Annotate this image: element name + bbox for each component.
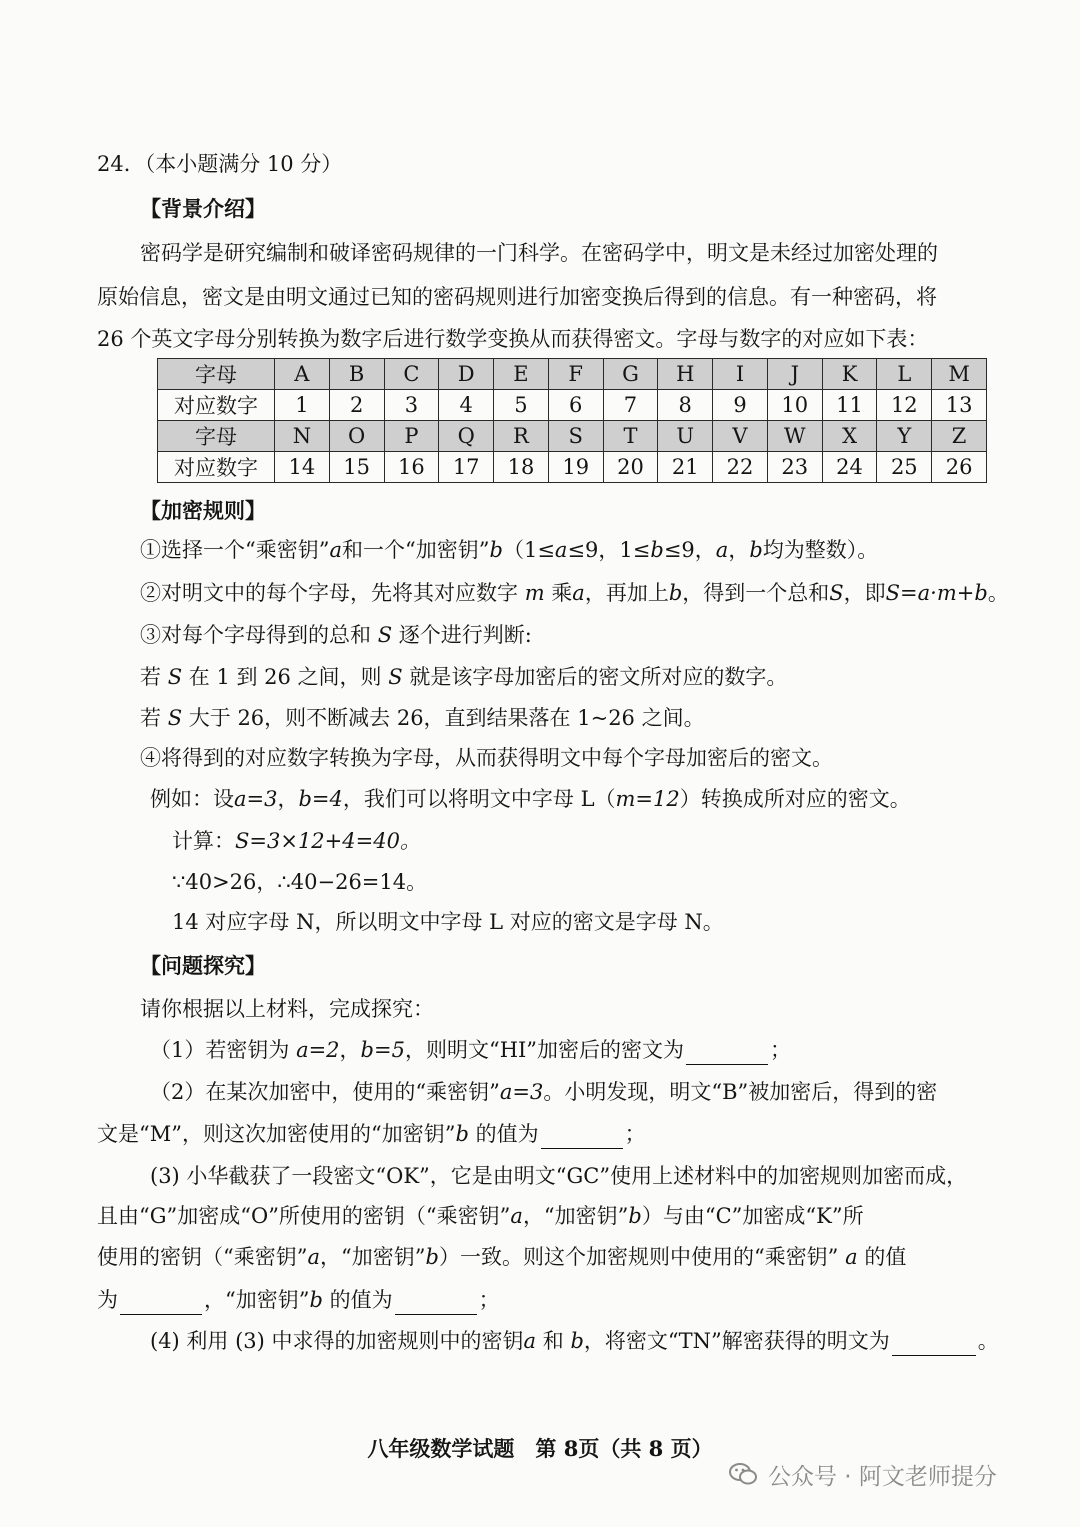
background-line-2: 原始信息，密文是由明文通过已知的密码规则进行加密变换后得到的信息。有一种密码，将 xyxy=(97,285,937,309)
letter-cell: E xyxy=(494,359,549,390)
letter-cell: B xyxy=(329,359,384,390)
question-4: (4) 利用 (3) 中求得的加密规则中的密钥a 和 b，将密文“TN”解密获得的明文为 。 xyxy=(150,1326,999,1356)
number-cell: 19 xyxy=(548,452,603,483)
letter-cell: Z xyxy=(932,421,987,452)
table-row xyxy=(158,390,987,421)
letter-cell: Q xyxy=(439,421,494,452)
question-3-line-4: 为 ，“加密钥”b 的值为 ； xyxy=(97,1285,500,1315)
question-2-line-2: 文是“M”，则这次加密使用的“加密钥”b 的值为 ； xyxy=(97,1119,646,1149)
number-cell: 25 xyxy=(877,452,932,483)
number-cell: 10 xyxy=(767,390,822,421)
number-cell: 24 xyxy=(822,452,877,483)
watermark-text: 公众号 · 阿文老师提分 xyxy=(768,1463,997,1490)
letter-cell: M xyxy=(932,359,987,390)
letter-cell: T xyxy=(603,421,658,452)
watermark xyxy=(728,1456,997,1492)
letter-cell: G xyxy=(603,359,658,390)
letter-cell: H xyxy=(658,359,713,390)
letter-cell: S xyxy=(548,421,603,452)
number-cell: 3 xyxy=(384,390,439,421)
table-row xyxy=(158,359,987,390)
letter-cell: V xyxy=(713,421,768,452)
row-header: 对应数字 xyxy=(158,452,275,483)
number-cell: 16 xyxy=(384,452,439,483)
letter-cell: R xyxy=(494,421,549,452)
letter-cell: C xyxy=(384,359,439,390)
example-calc: 计算：S=3×12+4=40。 xyxy=(172,829,421,853)
letter-cell: I xyxy=(713,359,768,390)
example-line: 例如：设a=3，b=4，我们可以将明文中字母 L（m=12）转换成所对应的密文。 xyxy=(150,787,911,811)
number-cell: 1 xyxy=(275,390,330,421)
answer-blank-q2[interactable] xyxy=(541,1126,623,1149)
section-title-explore: 【问题探究】 xyxy=(140,953,266,978)
number-cell: 11 xyxy=(822,390,877,421)
number-cell: 23 xyxy=(767,452,822,483)
number-cell: 13 xyxy=(932,390,987,421)
table-row xyxy=(158,421,987,452)
row-header: 字母 xyxy=(158,359,275,390)
letter-cell: W xyxy=(767,421,822,452)
number-cell: 22 xyxy=(713,452,768,483)
table-row xyxy=(158,452,987,483)
explore-intro: 请你根据以上材料，完成探究： xyxy=(140,997,434,1021)
number-cell: 7 xyxy=(603,390,658,421)
rule-3: ③对每个字母得到的总和 S 逐个进行判断: xyxy=(140,623,532,647)
background-line-1: 密码学是研究编制和破译密码规律的一门科学。在密码学中，明文是未经过加密处理的 xyxy=(140,241,938,265)
answer-blank-q3-a[interactable] xyxy=(120,1292,202,1315)
letter-cell: D xyxy=(439,359,494,390)
rule-3-case-1: 若 S 在 1 到 26 之间，则 S 就是该字母加密后的密文所对应的数字。 xyxy=(140,665,788,689)
letter-cell: P xyxy=(384,421,439,452)
row-header: 对应数字 xyxy=(158,390,275,421)
letter-cell: K xyxy=(822,359,877,390)
rule-3-case-2: 若 S 大于 26，则不断减去 26，直到结果落在 1~26 之间。 xyxy=(140,706,705,730)
letter-cell: Y xyxy=(877,421,932,452)
rule-4: ④将得到的对应数字转换为字母，从而获得明文中每个字母加密后的密文。 xyxy=(140,746,833,770)
letter-cell: X xyxy=(822,421,877,452)
number-cell: 2 xyxy=(329,390,384,421)
question-header: 24．（本小题满分 10 分） xyxy=(97,152,343,176)
example-result: 14 对应字母 N，所以明文中字母 L 对应的密文是字母 N。 xyxy=(172,910,724,934)
number-cell: 21 xyxy=(658,452,713,483)
question-3-line-3: 使用的密钥（“乘密钥”a，“加密钥”b）一致。则这个加密规则中使用的“乘密钥” a 的值 xyxy=(97,1245,907,1269)
question-1: （1）若密钥为 a=2，b=5，则明文“HI”加密后的密文为 ； xyxy=(150,1035,791,1065)
row-header: 字母 xyxy=(158,421,275,452)
letter-cell: L xyxy=(877,359,932,390)
wechat-icon xyxy=(728,1462,758,1486)
number-cell: 17 xyxy=(439,452,494,483)
letter-cell: N xyxy=(275,421,330,452)
number-cell: 6 xyxy=(548,390,603,421)
rule-2: ②对明文中的每个字母，先将其对应数字 m 乘a，再加上b，得到一个总和S，即S=a·m+b。 xyxy=(140,581,1009,605)
rule-1: ①选择一个“乘密钥”a和一个“加密钥”b（1≤a≤9，1≤b≤9，a，b均为整数）。 xyxy=(140,538,879,562)
answer-blank-q3-b[interactable] xyxy=(395,1292,477,1315)
question-3-line-1: (3) 小华截获了一段密文“OK”，它是由明文“GC”使用上述材料中的加密规则加密而成， xyxy=(150,1164,968,1188)
number-cell: 5 xyxy=(494,390,549,421)
background-line-3: 26 个英文字母分别转换为数字后进行数学变换从而获得密文。字母与数字的对应如下表： xyxy=(97,327,929,351)
number-cell: 8 xyxy=(658,390,713,421)
number-cell: 9 xyxy=(713,390,768,421)
example-because: ∵40>26，∴40−26=14。 xyxy=(172,870,428,894)
number-cell: 20 xyxy=(603,452,658,483)
letter-cell: J xyxy=(767,359,822,390)
page-footer: 八年级数学试题 第 8页（共 8 页） xyxy=(367,1436,713,1461)
answer-blank-q4[interactable] xyxy=(892,1333,976,1356)
number-cell: 18 xyxy=(494,452,549,483)
number-cell: 4 xyxy=(439,390,494,421)
letter-cell: A xyxy=(275,359,330,390)
letter-cell: F xyxy=(548,359,603,390)
answer-blank-q1[interactable] xyxy=(686,1042,768,1065)
section-title-background: 【背景介绍】 xyxy=(140,196,266,221)
number-cell: 12 xyxy=(877,390,932,421)
question-2-line-1: （2）在某次加密中，使用的“乘密钥”a=3。小明发现，明文“B”被加密后，得到的密 xyxy=(150,1080,938,1104)
number-cell: 15 xyxy=(329,452,384,483)
number-cell: 14 xyxy=(275,452,330,483)
letter-cell: O xyxy=(329,421,384,452)
number-cell: 26 xyxy=(932,452,987,483)
letter-cell: U xyxy=(658,421,713,452)
section-title-rules: 【加密规则】 xyxy=(140,498,266,523)
question-3-line-2: 且由“G”加密成“O”所使用的密钥（“乘密钥”a，“加密钥”b）与由“C”加密成“K”所 xyxy=(97,1204,864,1228)
letter-number-table xyxy=(157,358,987,483)
